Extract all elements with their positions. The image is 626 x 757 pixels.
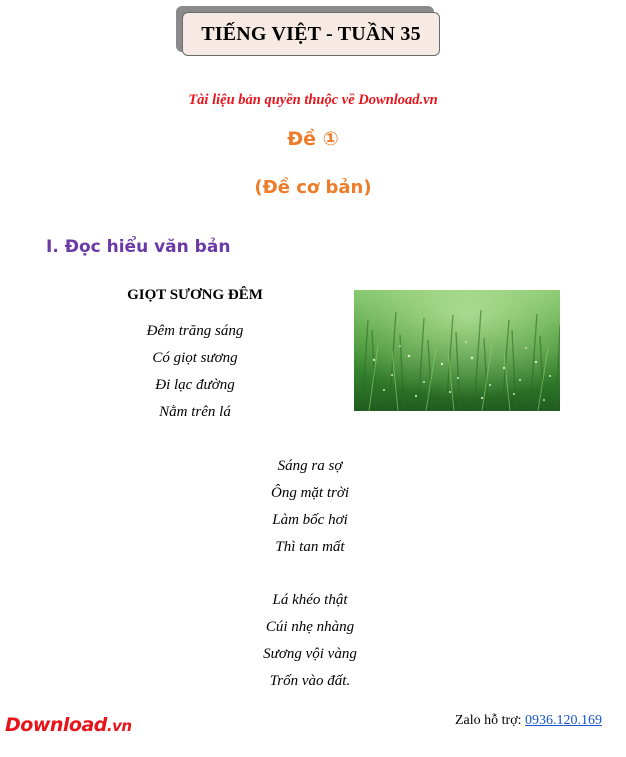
download-logo[interactable] (5, 714, 132, 736)
poem-line: Sương vội vàng (263, 646, 357, 662)
poem-line: Thì tan mất (275, 539, 345, 555)
poem-line: Trốn vào đất. (269, 673, 351, 689)
poem-line: Nằm trên lá (159, 404, 231, 420)
section-heading: I. Đọc hiểu văn bản (46, 237, 231, 257)
grass-dew-photo (354, 290, 560, 411)
zalo-phone-link[interactable]: 0936.120.169 (525, 713, 602, 728)
exam-subtitle: (Đề cơ bản) (254, 177, 372, 198)
poem-line: Có giọt sương (152, 350, 238, 366)
logo-suffix-text: .vn (106, 717, 132, 735)
poem-stanza-3 (200, 587, 420, 695)
poem-line: Đi lạc đường (155, 377, 235, 393)
poem-line: Sáng ra sợ (277, 458, 343, 474)
poem-line: Lá khéo thật (272, 592, 348, 608)
exam-number: Đề ① (287, 128, 339, 150)
grass-dew-image (354, 290, 560, 411)
title-banner (176, 6, 442, 58)
logo-main-text: Download (5, 714, 107, 736)
copyright-notice: Tài liệu bản quyền thuộc về Download.vn (188, 92, 438, 108)
poem-line: Đêm trăng sáng (146, 323, 244, 339)
poem-title: GIỌT SƯƠNG ĐÊM (127, 287, 263, 303)
page-title: TIẾNG VIỆT - TUẦN 35 (182, 12, 440, 56)
zalo-label: Zalo hỗ trợ: (455, 713, 525, 728)
poem-stanza-2 (200, 453, 420, 561)
zalo-support (455, 713, 602, 729)
poem-line: Cúi nhẹ nhàng (265, 619, 355, 635)
poem-line: Ông mặt trời (270, 485, 349, 501)
poem-line: Làm bốc hơi (272, 512, 348, 528)
poem-stanza-1 (96, 318, 294, 426)
